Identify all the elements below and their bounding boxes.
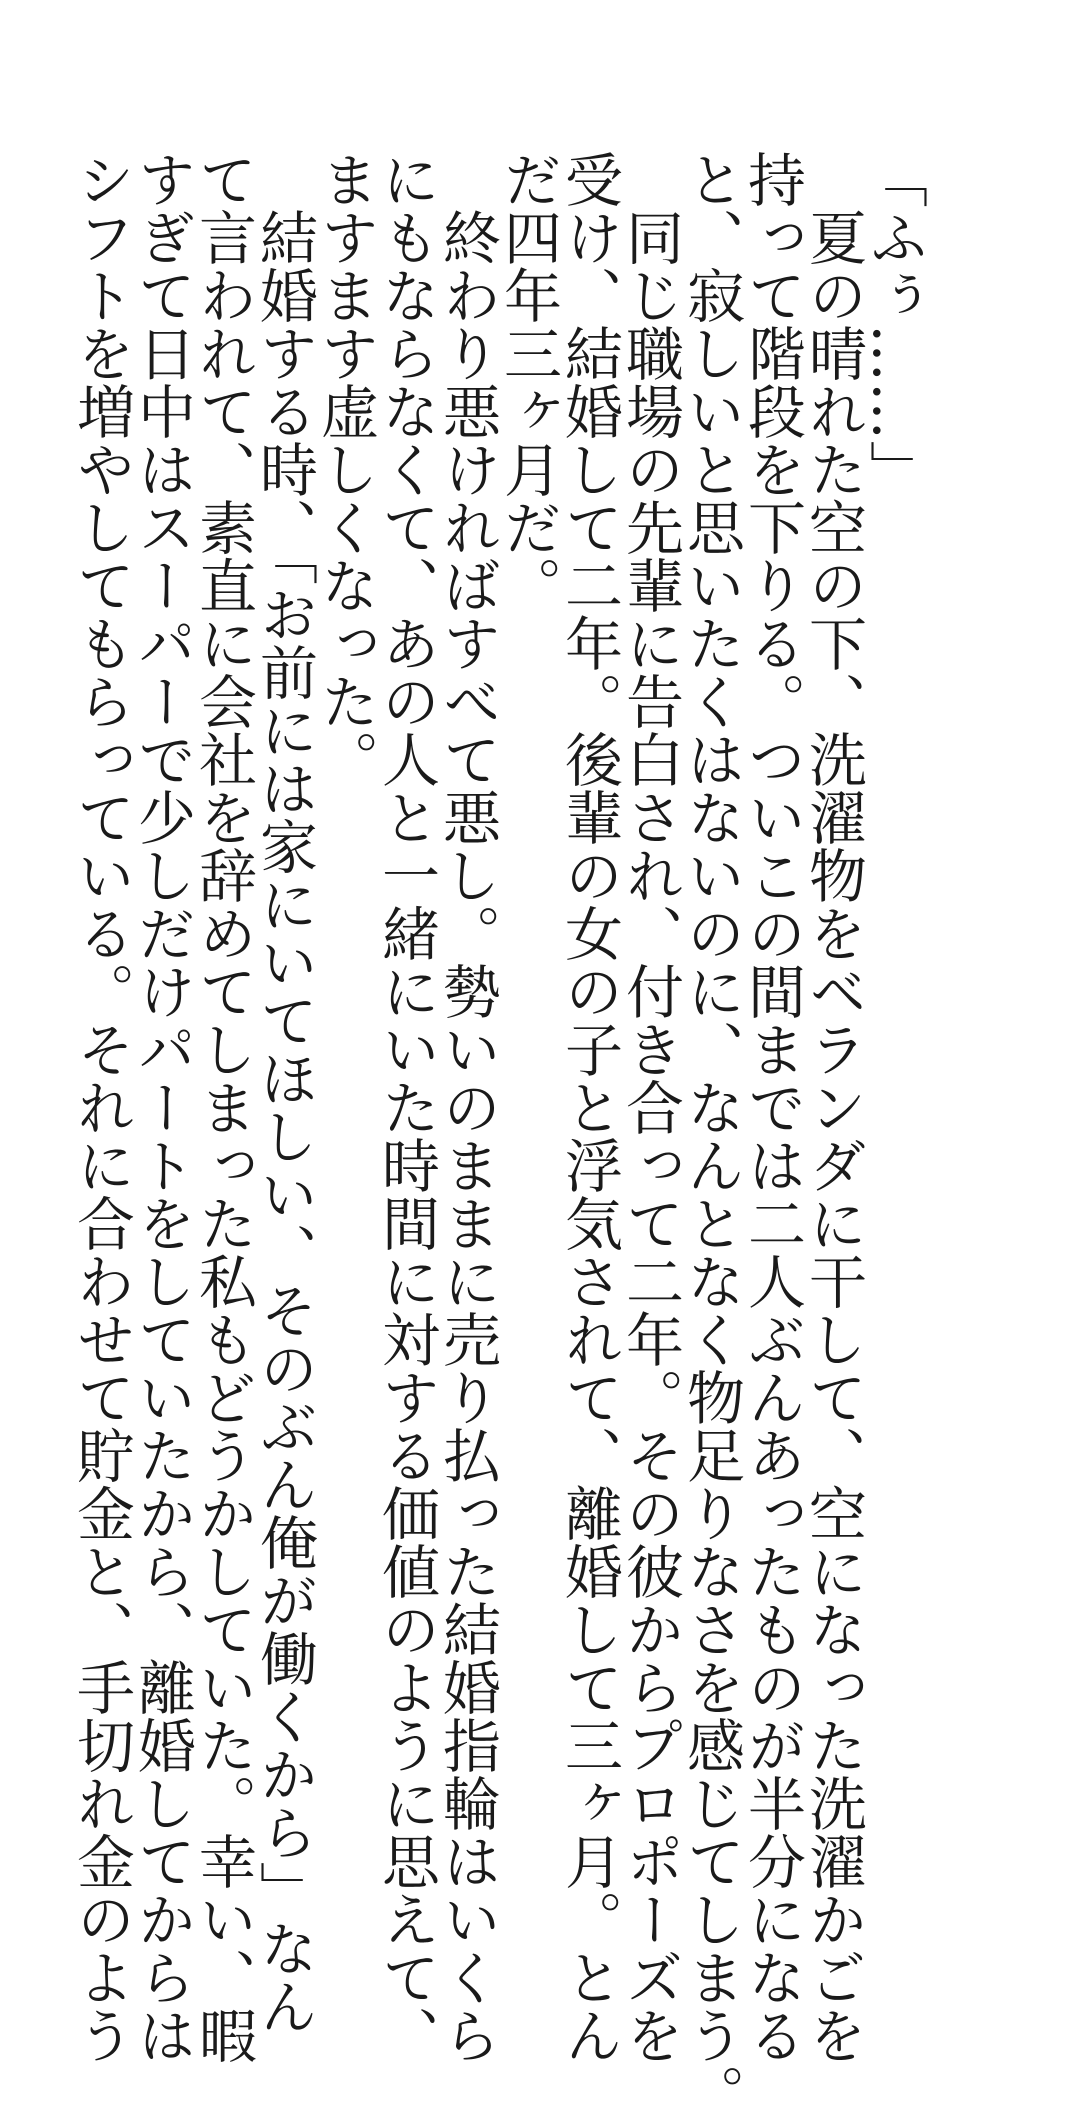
text-line: 夏の晴れた空の下、洗濯物をベランダに干して、空になった洗濯かごを	[799, 150, 867, 2064]
text-line: 「ふぅ……」	[860, 150, 928, 498]
text-line: 終わり悪ければすべて悪し。勢いのままに売り払った結婚指輪はいくら	[433, 150, 501, 2064]
text-line: と、寂しいと思いたくはないのに、なんとなく物足りなさを感じてしまう。	[677, 150, 745, 2122]
text-line: だ四年三ヶ月だ。	[494, 150, 562, 614]
text-line: シフトを増やしてもらっている。それに合わせて貯金と、手切れ金のよう	[67, 150, 135, 2064]
text-line: ますます虚しくなった。	[311, 150, 379, 788]
text-line: にもならなくて、あの人と一緒にいた時間に対する価値のように思えて、	[372, 150, 440, 2064]
vertical-text-body	[67, 150, 928, 2122]
text-line: すぎて日中はスーパーで少しだけパートをしていたから、離婚してからは	[128, 150, 196, 2064]
text-line: 同じ職場の先輩に告白され、付き合って二年。その彼からプロポーズを	[616, 150, 684, 2064]
text-line: て言われて、素直に会社を辞めてしまった私もどうかしていた。幸い、暇	[189, 150, 257, 2064]
text-line: 持って階段を下りる。ついこの間までは二人ぶんあったものが半分になる	[738, 150, 806, 2064]
text-line: 受け、結婚して二年。後輩の女の子と浮気されて、離婚して三ヶ月。とん	[555, 150, 623, 2064]
text-line: 結婚する時、「お前には家にいてほしい、そのぶん俺が働くから」なん	[250, 150, 318, 2035]
